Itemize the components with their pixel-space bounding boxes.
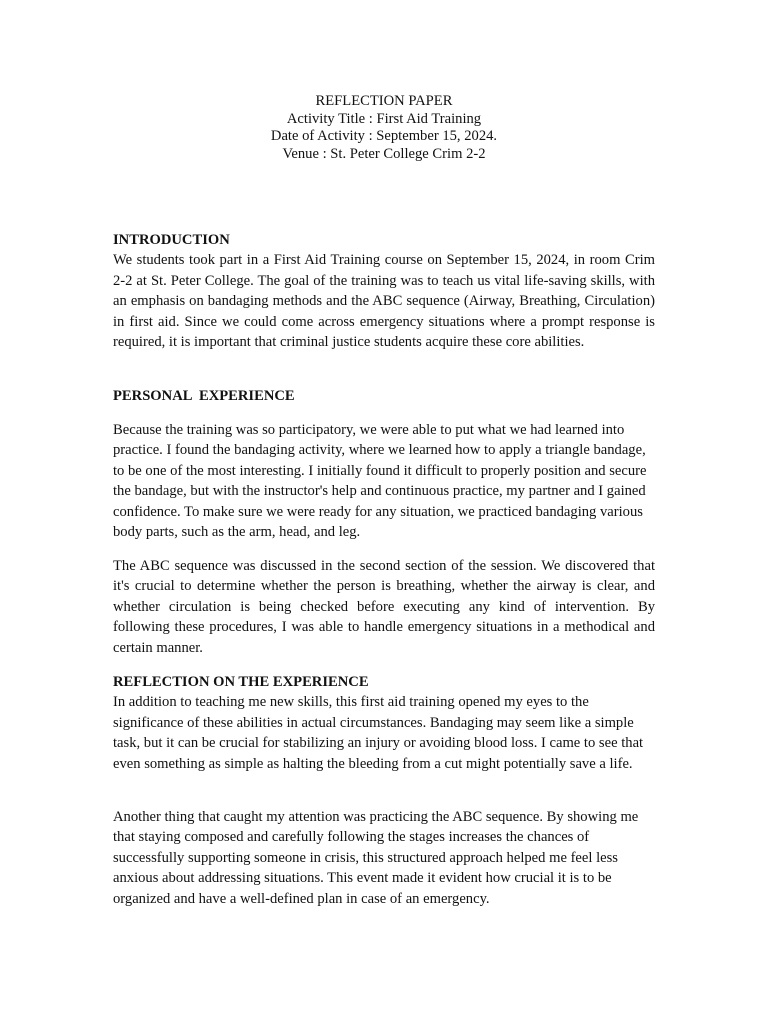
introduction-section <box>113 230 655 352</box>
personal-experience-paragraph-2-block <box>113 556 655 658</box>
reflection-heading: REFLECTION ON THE EXPERIENCE <box>113 674 369 690</box>
reflection-paragraph-1: In addition to teaching me new skills, this first aid training opened my eyes to the significance of these abilities in actual circumstances. Bandaging may seem like a simple task, but it can be crucial for stabilizing an injury or avoiding blood loss. I came to see that even something as simple as halting the bleeding from a cut might potentially save a life. <box>113 694 644 772</box>
activity-venue: Venue : St. Peter College Crim 2-2 <box>282 145 486 162</box>
document-header <box>0 93 768 163</box>
paper-title: REFLECTION PAPER <box>315 93 453 109</box>
introduction-text: We students took part in a First Aid Training course on September 15, 2024, in room Crim 2-2 at St. Peter College. The goal of the training was to teach us vital life-saving skills, with an emphasis on bandaging methods and the ABC sequence (Airway, Breathing, Circulation) in first aid. Since we could come across emergency situations where a prompt response is required, it is important that criminal justice students acquire these core abilities. <box>113 252 655 351</box>
introduction-heading: INTRODUCTION <box>113 232 230 248</box>
personal-experience-heading: PERSONAL EXPERIENCE <box>113 388 295 404</box>
reflection-paragraph-2: Another thing that caught my attention was practicing the ABC sequence. By showing me that staying composed and carefully following the stages increases the chances of successfully supporting someone in crisis, this structured approach helped me feel less anxious about addressing situations. This event made it evident how crucial it is to be organized and have a well-defined plan in case of an emergency. <box>113 809 639 907</box>
reflection-section <box>113 672 655 774</box>
activity-date: Date of Activity : September 15, 2024. <box>270 128 498 145</box>
reflection-paragraph-2-block <box>113 807 655 909</box>
personal-experience-paragraph-1: Because the training was so participatory, we were able to put what we had learned into practice. I found the bandaging activity, where we learned how to apply a triangle bandage, to be one of the most interesting. I initially found it difficult to properly position and secure the bandage, but with the instructor's help and continuous practice, my partner and I gained confidence. To make sure we were ready for any situation, we practiced bandaging various body parts, such as the arm, head, and leg. <box>113 422 647 541</box>
activity-title: Activity Title : First Aid Training <box>286 110 482 127</box>
personal-experience-section <box>113 386 655 406</box>
personal-experience-paragraph-1-block <box>113 420 655 542</box>
personal-experience-paragraph-2: The ABC sequence was discussed in the second section of the session. We discovered that it's crucial to determine whether the person is breathing, whether the airway is clear, and whether circulation is being checked before executing any kind of intervention. By following these procedures, I was able to handle emergency situations in a methodical and certain manner. <box>113 558 655 656</box>
